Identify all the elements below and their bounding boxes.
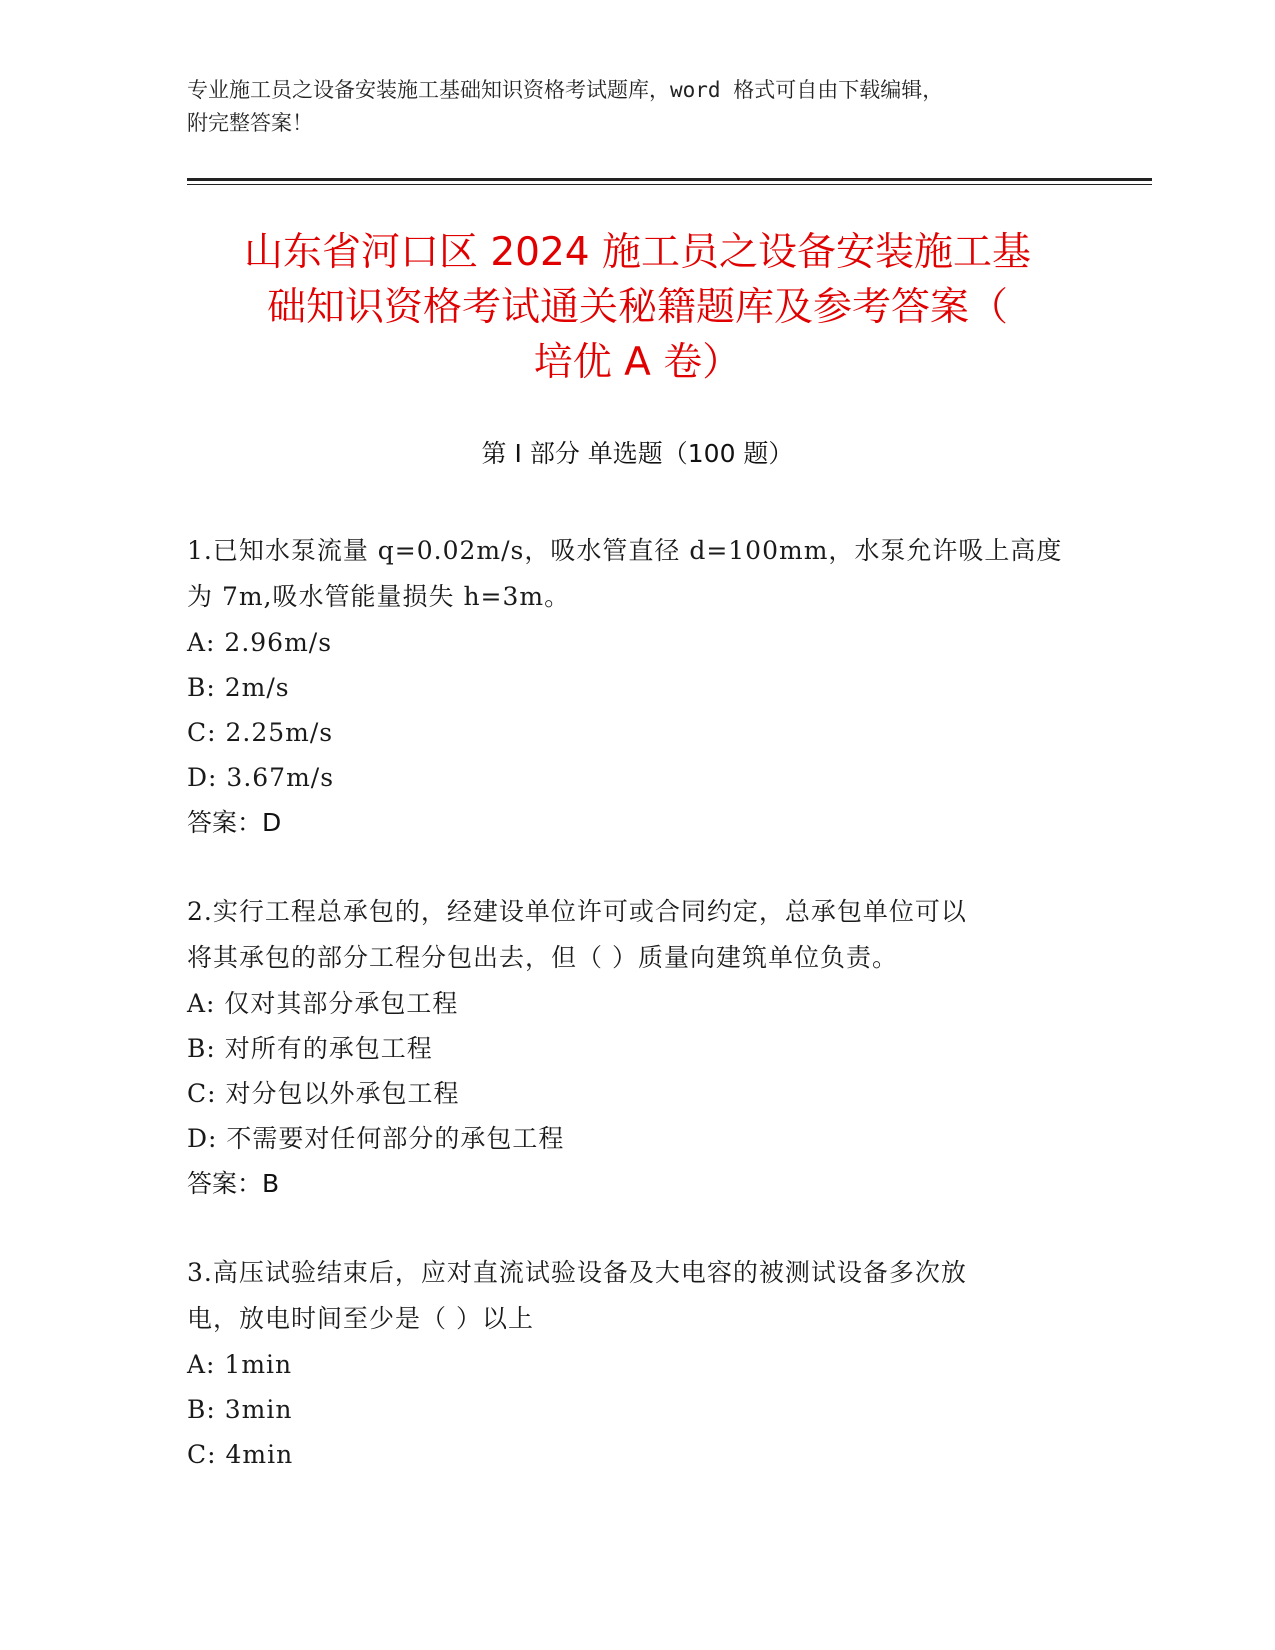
option-c: C: 对分包以外承包工程	[187, 1079, 460, 1108]
header-note-line-2: 附完整答案！	[187, 111, 313, 135]
question-stem-line: 将其承包的部分工程分包出去，但（ ）质量向建筑单位负责。	[187, 943, 898, 972]
question-stem-line: 1.已知水泵流量 q=0.02m/s，吸水管直径 d=100mm，水泵允许吸上高度	[187, 536, 1063, 565]
document-title	[150, 225, 1125, 390]
title-line-1: 山东省河口区 2024 施工员之设备安装施工基	[243, 230, 1032, 275]
question-2	[187, 889, 1067, 1206]
option-b: B: 2m/s	[187, 673, 290, 702]
header-note-line-1: 专业施工员之设备安装施工基础知识资格考试题库，word 格式可自由下载编辑，	[187, 78, 944, 102]
option-a: A: 2.96m/s	[187, 628, 333, 657]
option-d: D: 不需要对任何部分的承包工程	[187, 1124, 565, 1153]
question-stem-line: 2.实行工程总承包的，经建设单位许可或合同约定，总承包单位可以	[187, 897, 967, 926]
answer: 答案：D	[187, 808, 282, 837]
question-1	[187, 528, 1067, 845]
question-3	[187, 1250, 1067, 1477]
option-d: D: 3.67m/s	[187, 763, 335, 792]
option-c: C: 2.25m/s	[187, 718, 334, 747]
question-stem	[187, 1250, 1067, 1342]
option-b: B: 对所有的承包工程	[187, 1034, 433, 1063]
question-list	[187, 528, 1067, 1521]
question-stem	[187, 889, 1067, 981]
header-note	[187, 74, 1087, 140]
question-stem-line: 电，放电时间至少是（ ）以上	[187, 1304, 534, 1333]
option-a: A: 1min	[187, 1350, 293, 1379]
answer: 答案：B	[187, 1169, 280, 1198]
question-stem	[187, 528, 1067, 620]
header-divider-thick	[187, 178, 1152, 181]
question-stem-line: 3.高压试验结束后，应对直流试验设备及大电容的被测试设备多次放	[187, 1258, 967, 1287]
question-stem-line: 为 7m,吸水管能量损失 h=3m。	[187, 582, 571, 611]
option-c: C: 4min	[187, 1440, 294, 1469]
title-line-3: 培优 A 卷）	[533, 340, 742, 385]
title-line-2: 础知识资格考试通关秘籍题库及参考答案（	[266, 285, 1008, 330]
option-a: A: 仅对其部分承包工程	[187, 989, 459, 1018]
option-b: B: 3min	[187, 1395, 293, 1424]
header-divider-thin	[187, 184, 1152, 185]
section-heading: 第 I 部分 单选题（100 题）	[481, 439, 794, 468]
